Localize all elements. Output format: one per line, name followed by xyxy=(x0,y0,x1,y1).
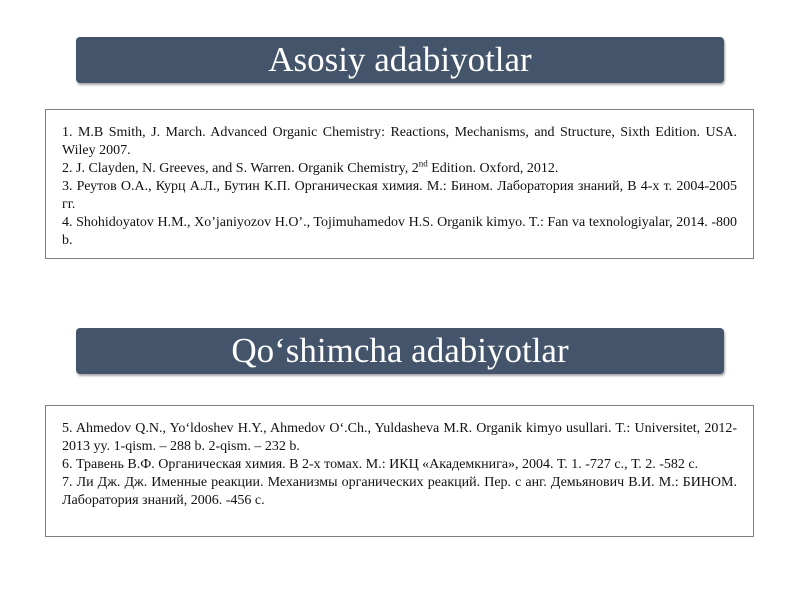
additional-literature-box xyxy=(45,405,754,537)
reference-item-4: 4. Shohidoyatov H.M., Xo’janiyozov H.O’., Tojimuhamedov H.S. Organik kimyo. T.: Fan va texnologiyalar, 2014. -800 b. xyxy=(62,215,737,248)
reference-item-5: 5. Ahmedov Q.N., Yo‘ldoshev H.Y., Ahmedov O‘.Ch., Yuldasheva M.R. Organik kimyo usullari. T.: Universitet, 2012-2013 yy. 1-qism. – 288 b. 2-qism. – 232 b. xyxy=(62,421,737,454)
reference-item-2-text-end: Edition. Oxford, 2012. xyxy=(427,161,559,176)
main-literature-box xyxy=(45,109,754,259)
ordinal-superscript: nd xyxy=(418,158,428,169)
additional-literature-heading: Qo‘shimcha adabiyotlar xyxy=(76,328,724,374)
reference-item-1: 1. M.B Smith, J. March. Advanced Organic Chemistry: Reactions, Mechanisms, and Structure, Sixth Edition. USA. Wiley 2007. xyxy=(62,125,737,158)
reference-item-2 xyxy=(62,160,737,178)
main-literature-heading: Asosiy adabiyotlar xyxy=(76,37,724,83)
reference-item-7: 7. Ли Дж. Дж. Именные реакции. Механизмы органических реакций. Пер. с анг. Демьянович В.И. М.: БИНОМ. Лаборатория знаний, 2006. -456 с. xyxy=(62,475,737,508)
reference-item-2-text: 2. J. Clayden, N. Greeves, and S. Warren. Organik Chemistry, 2 xyxy=(62,161,419,176)
reference-item-3: 3. Реутов О.А., Курц А.Л., Бутин К.П. Органическая химия. М.: Бином. Лаборатория знаний, В 4-х т. 2004-2005 гг. xyxy=(62,179,737,212)
reference-item-6: 6. Травень В.Ф. Органическая химия. В 2-х томах. М.: ИКЦ «Академкнига», 2004. Т. 1. -727 с., Т. 2. -582 с. xyxy=(62,457,699,472)
